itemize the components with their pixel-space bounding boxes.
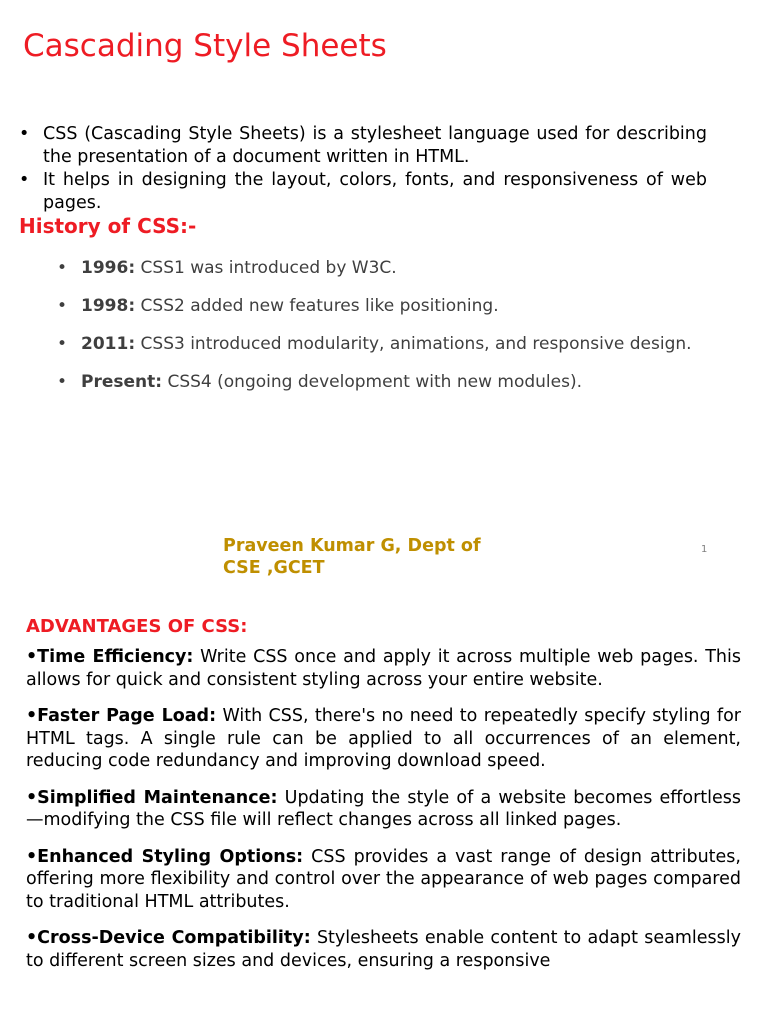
slide-title: Cascading Style Sheets xyxy=(23,28,387,64)
history-list xyxy=(57,251,707,403)
advantage-text: Stylesheets enable content to adapt seamlessly to different screen sizes and devices, ensuring a responsive xyxy=(26,928,741,971)
history-text: CSS1 was introduced by W3C. xyxy=(135,258,397,278)
advantage-item xyxy=(26,646,741,691)
author-line: CSE ,GCET xyxy=(223,558,325,578)
bullet: • xyxy=(57,334,68,354)
bullet: • xyxy=(57,372,68,392)
advantage-text: Write CSS once and apply it across multiple web pages. This allows for quick and consistent styling across your entire website. xyxy=(26,647,741,690)
advantage-item xyxy=(26,787,741,832)
history-item xyxy=(57,251,707,286)
history-year: 1998: xyxy=(81,296,136,316)
advantage-item xyxy=(26,846,741,914)
history-item xyxy=(57,365,707,400)
advantage-item xyxy=(26,927,741,972)
history-text: CSS2 added new features like positioning. xyxy=(135,296,499,316)
advantage-label: •Cross-Device Compatibility: xyxy=(26,928,311,948)
history-year: 2011: xyxy=(81,334,136,354)
history-year: 1996: xyxy=(81,258,136,278)
page-number: 1 xyxy=(701,544,708,555)
intro-text: It helps in designing the layout, colors, fonts, and responsiveness of web pages. xyxy=(43,170,707,213)
advantage-label: •Enhanced Styling Options: xyxy=(26,846,304,867)
history-item xyxy=(57,289,707,324)
advantage-text: Updating the style of a website becomes effortless—modifying the CSS file will reflect changes across all linked pages. xyxy=(26,787,741,830)
bullet: • xyxy=(19,170,30,190)
bullet: • xyxy=(19,124,30,144)
history-text: CSS4 (ongoing development with new modules). xyxy=(162,372,582,392)
history-text: CSS3 introduced modularity, animations, and responsive design. xyxy=(135,334,692,354)
intro-text: CSS (Cascading Style Sheets) is a stylesheet language used for describing the presentation of a document written in HTML. xyxy=(43,124,707,167)
intro-item xyxy=(19,169,707,215)
history-item xyxy=(57,327,707,362)
author-footer xyxy=(223,535,481,579)
author-line: Praveen Kumar G, Dept of xyxy=(223,536,481,556)
advantage-item xyxy=(26,705,741,773)
advantages-list xyxy=(26,646,741,986)
advantage-text: With CSS, there's no need to repeatedly specify styling for HTML tags. A single rule can be applied to all occurrences of an element, reducing code redundancy and improving download speed. xyxy=(26,706,741,771)
bullet: • xyxy=(57,296,68,316)
intro-item xyxy=(19,123,707,169)
advantage-label: •Faster Page Load: xyxy=(26,706,217,726)
intro-list xyxy=(19,123,707,215)
bullet: • xyxy=(57,258,68,278)
advantage-text: CSS provides a vast range of design attributes, offering more flexibility and control over the appearance of web pages compared to traditional HTML attributes. xyxy=(26,846,741,912)
history-year: Present: xyxy=(81,372,163,392)
history-heading: History of CSS:- xyxy=(19,214,197,238)
advantages-heading: ADVANTAGES OF CSS: xyxy=(26,616,248,637)
advantage-label: •Simplified Maintenance: xyxy=(26,787,278,808)
advantage-label: •Time Efficiency: xyxy=(26,647,194,667)
